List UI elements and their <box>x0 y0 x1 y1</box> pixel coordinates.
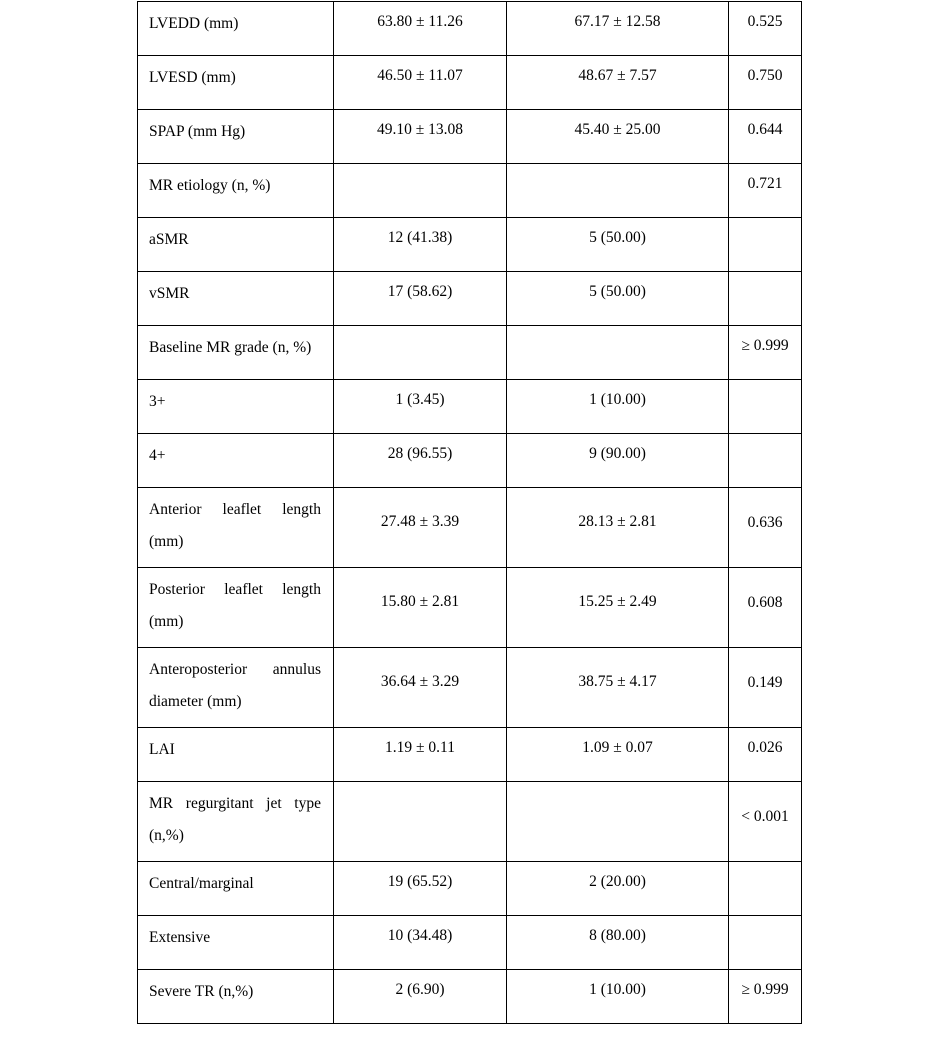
row-label <box>138 648 333 727</box>
group2-value-cell <box>507 648 729 728</box>
p-value: 0.721 <box>747 175 783 192</box>
empty-cell <box>507 326 728 334</box>
group1-value-cell <box>334 862 507 916</box>
row-label <box>138 488 333 567</box>
row-label-line: Anterior leaflet length <box>149 501 321 518</box>
group1-value-cell <box>334 56 507 110</box>
p-value-cell <box>729 434 802 488</box>
table-row <box>138 862 802 916</box>
row-label-line: 3+ <box>149 393 166 410</box>
row-label <box>138 568 333 647</box>
empty-cell <box>334 164 506 172</box>
group2-value: 1 (10.00) <box>589 391 646 408</box>
table-body <box>138 2 802 1024</box>
row-label-cell <box>138 782 334 862</box>
row-label <box>138 56 333 97</box>
group1-value-cell <box>334 728 507 782</box>
row-label-cell <box>138 434 334 488</box>
table-row <box>138 2 802 56</box>
p-value-cell <box>729 488 802 568</box>
row-label <box>138 862 333 903</box>
group2-value-cell <box>507 2 729 56</box>
row-label-line: diameter (mm) <box>149 692 242 710</box>
row-label-cell <box>138 862 334 916</box>
group2-value: 48.67 ± 7.57 <box>578 67 657 84</box>
group2-value-cell <box>507 326 729 380</box>
table-row <box>138 728 802 782</box>
group2-value-cell <box>507 272 729 326</box>
group2-value-cell <box>507 380 729 434</box>
row-label <box>138 728 333 769</box>
group2-value-cell <box>507 164 729 218</box>
p-value: 0.636 <box>747 513 783 531</box>
row-label-line: LVESD (mm) <box>149 69 236 86</box>
row-label-line: vSMR <box>149 285 190 302</box>
group2-value: 1.09 ± 0.07 <box>582 739 653 756</box>
p-value-cell <box>729 970 802 1024</box>
group1-value-cell <box>334 326 507 380</box>
row-label <box>138 782 333 861</box>
group1-value-cell <box>334 488 507 568</box>
p-value: 0.608 <box>747 593 783 611</box>
row-label-line: aSMR <box>149 231 189 248</box>
p-value: 0.525 <box>747 13 783 30</box>
group1-value: 36.64 ± 3.29 <box>380 672 460 690</box>
row-label-cell <box>138 916 334 970</box>
group2-value-cell <box>507 434 729 488</box>
table-row <box>138 970 802 1024</box>
table-row <box>138 380 802 434</box>
row-label-line: LVEDD (mm) <box>149 15 239 32</box>
row-label-cell <box>138 56 334 110</box>
table-row <box>138 488 802 568</box>
row-label-cell <box>138 648 334 728</box>
group1-value-cell <box>334 782 507 862</box>
row-label <box>138 218 333 259</box>
group2-value-cell <box>507 110 729 164</box>
p-value-cell <box>729 916 802 970</box>
row-label-cell <box>138 272 334 326</box>
row-label-cell <box>138 488 334 568</box>
p-value-cell <box>729 110 802 164</box>
table-row <box>138 916 802 970</box>
group2-value: 45.40 ± 25.00 <box>574 121 661 138</box>
group1-value: 19 (65.52) <box>387 873 453 890</box>
group2-value-cell <box>507 568 729 648</box>
group1-value-cell <box>334 110 507 164</box>
p-value-cell <box>729 56 802 110</box>
table-row <box>138 218 802 272</box>
group1-value: 46.50 ± 11.07 <box>377 67 463 84</box>
group2-value: 67.17 ± 12.58 <box>574 13 661 30</box>
row-label-cell <box>138 2 334 56</box>
p-value: 0.149 <box>747 673 783 691</box>
p-value-cell <box>729 380 802 434</box>
row-label-line: MR etiology (n, %) <box>149 177 271 194</box>
clinical-data-table <box>137 1 802 1024</box>
group1-value: 10 (34.48) <box>387 927 453 944</box>
p-value-cell <box>729 648 802 728</box>
table-row <box>138 648 802 728</box>
group1-value: 63.80 ± 11.26 <box>377 13 463 30</box>
p-value: < 0.001 <box>741 807 789 825</box>
row-label-cell <box>138 110 334 164</box>
row-label-line: (n,%) <box>149 826 184 844</box>
row-label-cell <box>138 728 334 782</box>
empty-cell <box>507 818 728 826</box>
p-value: ≥ 0.999 <box>741 337 789 354</box>
group1-value-cell <box>334 272 507 326</box>
row-label-line: Severe TR (n,%) <box>149 983 254 1000</box>
row-label-cell <box>138 568 334 648</box>
group2-value: 5 (50.00) <box>589 229 646 246</box>
row-label <box>138 272 333 313</box>
row-label-line: Baseline MR grade (n, %) <box>149 339 312 356</box>
p-value: 0.026 <box>747 739 783 756</box>
row-label-line: Central/marginal <box>149 875 254 892</box>
p-value: 0.644 <box>747 121 783 138</box>
row-label-line: LAI <box>149 741 175 758</box>
empty-cell <box>729 862 801 870</box>
group1-value-cell <box>334 970 507 1024</box>
row-label-cell <box>138 380 334 434</box>
group2-value: 9 (90.00) <box>589 445 646 462</box>
p-value-cell <box>729 728 802 782</box>
row-label <box>138 380 333 421</box>
p-value-cell <box>729 326 802 380</box>
p-value: 0.750 <box>747 67 783 84</box>
table-row <box>138 164 802 218</box>
group2-value: 8 (80.00) <box>589 927 646 944</box>
p-value-cell <box>729 862 802 916</box>
p-value-cell <box>729 164 802 218</box>
group1-value-cell <box>334 434 507 488</box>
row-label-line: MR regurgitant jet type <box>149 795 321 812</box>
p-value-cell <box>729 218 802 272</box>
group2-value-cell <box>507 56 729 110</box>
row-label-cell <box>138 218 334 272</box>
row-label-line: SPAP (mm Hg) <box>149 123 246 140</box>
group1-value: 1 (3.45) <box>395 391 445 408</box>
empty-cell <box>334 326 506 334</box>
table-row <box>138 434 802 488</box>
table-row <box>138 110 802 164</box>
group1-value-cell <box>334 164 507 218</box>
row-label-line: 4+ <box>149 447 166 464</box>
group2-value-cell <box>507 782 729 862</box>
group2-value-cell <box>507 970 729 1024</box>
group1-value: 15.80 ± 2.81 <box>380 592 460 610</box>
group1-value: 27.48 ± 3.39 <box>380 512 460 530</box>
row-label-line: Extensive <box>149 929 211 946</box>
row-label-cell <box>138 326 334 380</box>
group2-value-cell <box>507 728 729 782</box>
row-label <box>138 970 333 1011</box>
table-row <box>138 326 802 380</box>
row-label-line: Anteroposterior annulus <box>149 661 321 678</box>
table-row <box>138 56 802 110</box>
group2-value: 38.75 ± 4.17 <box>578 672 657 690</box>
group1-value-cell <box>334 648 507 728</box>
empty-cell <box>729 380 801 388</box>
group1-value: 2 (6.90) <box>395 981 445 998</box>
group2-value: 2 (20.00) <box>589 873 646 890</box>
empty-cell <box>729 434 801 442</box>
row-label-line: (mm) <box>149 612 184 630</box>
group1-value-cell <box>334 916 507 970</box>
table-row <box>138 272 802 326</box>
group1-value-cell <box>334 2 507 56</box>
group2-value-cell <box>507 488 729 568</box>
row-label <box>138 916 333 957</box>
empty-cell <box>729 218 801 226</box>
group2-value: 1 (10.00) <box>589 981 646 998</box>
group1-value: 17 (58.62) <box>387 283 453 300</box>
group1-value: 28 (96.55) <box>387 445 453 462</box>
empty-cell <box>729 272 801 280</box>
p-value: ≥ 0.999 <box>741 981 789 998</box>
group2-value-cell <box>507 916 729 970</box>
group2-value-cell <box>507 218 729 272</box>
row-label <box>138 110 333 151</box>
row-label <box>138 326 333 367</box>
p-value-cell <box>729 2 802 56</box>
empty-cell <box>507 164 728 172</box>
row-label <box>138 164 333 205</box>
row-label-line: Posterior leaflet length <box>149 581 321 598</box>
table-row <box>138 782 802 862</box>
row-label-cell <box>138 164 334 218</box>
group2-value-cell <box>507 862 729 916</box>
group2-value: 5 (50.00) <box>589 283 646 300</box>
p-value-cell <box>729 782 802 862</box>
row-label-line: (mm) <box>149 532 184 550</box>
group1-value-cell <box>334 568 507 648</box>
p-value-cell <box>729 272 802 326</box>
table-row <box>138 568 802 648</box>
empty-cell <box>729 916 801 924</box>
empty-cell <box>334 818 506 826</box>
group1-value: 49.10 ± 13.08 <box>376 121 463 138</box>
row-label <box>138 434 333 475</box>
group1-value-cell <box>334 380 507 434</box>
row-label <box>138 2 333 43</box>
group2-value: 15.25 ± 2.49 <box>578 592 657 610</box>
group1-value-cell <box>334 218 507 272</box>
p-value-cell <box>729 568 802 648</box>
group1-value: 1.19 ± 0.11 <box>385 739 455 756</box>
row-label-cell <box>138 970 334 1024</box>
group2-value: 28.13 ± 2.81 <box>578 512 657 530</box>
group1-value: 12 (41.38) <box>387 229 453 246</box>
